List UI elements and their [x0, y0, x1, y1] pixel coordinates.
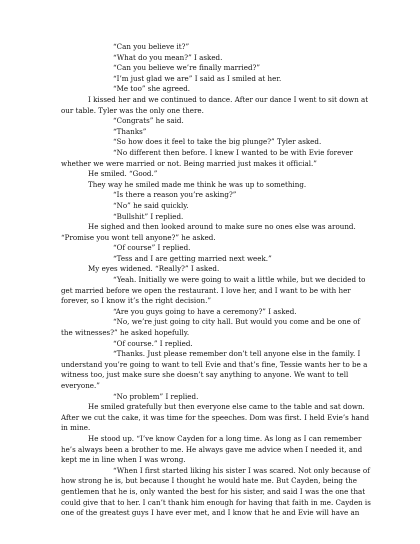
- text-line: could give that to her. I can’t thank him enough for having that faith in me. Cayden is: [61, 497, 371, 507]
- text-line: They way he smiled made me think he was up to something.: [88, 179, 307, 189]
- text-line: He smiled gratefully but then everyone else came to the table and sat down.: [88, 402, 365, 412]
- text-line: kept me in line when I was wrong.: [61, 455, 186, 465]
- text-line: whether we were married or not. Being married just makes it official.”: [61, 158, 317, 168]
- text-line: “Can you believe we’re finally married?”: [113, 63, 260, 73]
- text-line: “Tess and I are getting married next week.”: [113, 253, 272, 263]
- text-line: “What do you mean?” I asked.: [113, 52, 223, 62]
- text-line: He sighed and then looked around to make sure no ones else was around.: [88, 222, 356, 232]
- text-line: our table. Tyler was the only one there.: [61, 105, 204, 115]
- text-line: After we cut the cake, it was time for the speeches. Dom was first. I held Evie’s hand: [61, 412, 370, 422]
- text-line: “No different then before. I knew I wanted to be with Evie forever: [113, 147, 353, 157]
- text-line: “Thanks. Just please remember don’t tell anyone else in the family. I: [113, 349, 361, 359]
- text-line: “No, we’re just going to city hall. But would you come and be one of: [113, 317, 361, 327]
- text-line: “Can you believe it?”: [113, 42, 190, 51]
- text-line: one of the greatest guys I have ever met, and I know that he and Evie will have an: [61, 508, 360, 518]
- text-line: the witnesses?” he asked hopefully.: [61, 328, 190, 338]
- text-line: “Yeah. Initially we were going to wait a little while, but we decided to: [113, 275, 366, 285]
- text-line: gentlemen that he is, only wanted the best for his sister, and said I was the one that: [61, 486, 366, 496]
- text-line: I kissed her and we continued to dance. After our dance I went to sit down at: [88, 94, 369, 104]
- text-line: “Of course.” I replied.: [113, 338, 193, 348]
- text-line: “Bullshit” I replied.: [113, 211, 184, 221]
- text-line: understand you’re going to want to tell Evie and that’s fine, Tessie wants her to be a: [61, 359, 368, 369]
- text-line: “Congrats” he said.: [113, 116, 184, 126]
- text-line: “No” he said quickly.: [113, 200, 189, 210]
- text-line: get married before we open the restaurant. I love her, and I want to be with her: [61, 285, 351, 295]
- text-line: “Of course” I replied.: [113, 243, 191, 253]
- text-line: “Me too” she agreed.: [113, 84, 191, 94]
- text-line: My eyes widened. “Really?” I asked.: [88, 264, 220, 274]
- text-line: “So how does it feel to take the big plunge?” Tyler asked.: [113, 137, 322, 147]
- text-line: “Thanks”: [113, 126, 147, 136]
- text-line: everyone.”: [61, 381, 100, 390]
- text-line: “Is there a reason you’re asking?”: [113, 190, 237, 200]
- text-line: how strong he is, but because I thought he would hate me. But Cayden, being the: [61, 476, 357, 486]
- text-line: “Are you guys going to have a ceremony?” I asked.: [113, 306, 297, 316]
- text-line: he’s always been a brother to me. He always gave me advice when I needed it, and: [61, 444, 363, 454]
- text-line: “No problem” I replied.: [113, 391, 199, 401]
- text-line: witness too, just make sure she doesn’t say anything to anyone. We want to tell: [61, 370, 349, 380]
- text-line: “When I first started liking his sister I was scared. Not only because of: [113, 465, 370, 475]
- body-text: [61, 42, 372, 519]
- text-line: He smiled. “Good.”: [88, 169, 158, 179]
- text-line: He stood up. “I’ve know Cayden for a long time. As long as I can remember: [88, 433, 362, 443]
- text-line: “I’m just glad we are” I said as I smiled at her.: [113, 73, 282, 83]
- text-line: forever, so I know it’s the right decision.”: [61, 296, 212, 306]
- text-line: in mine.: [61, 423, 91, 433]
- text-line: “Promise you wont tell anyone?” he asked.: [61, 232, 216, 242]
